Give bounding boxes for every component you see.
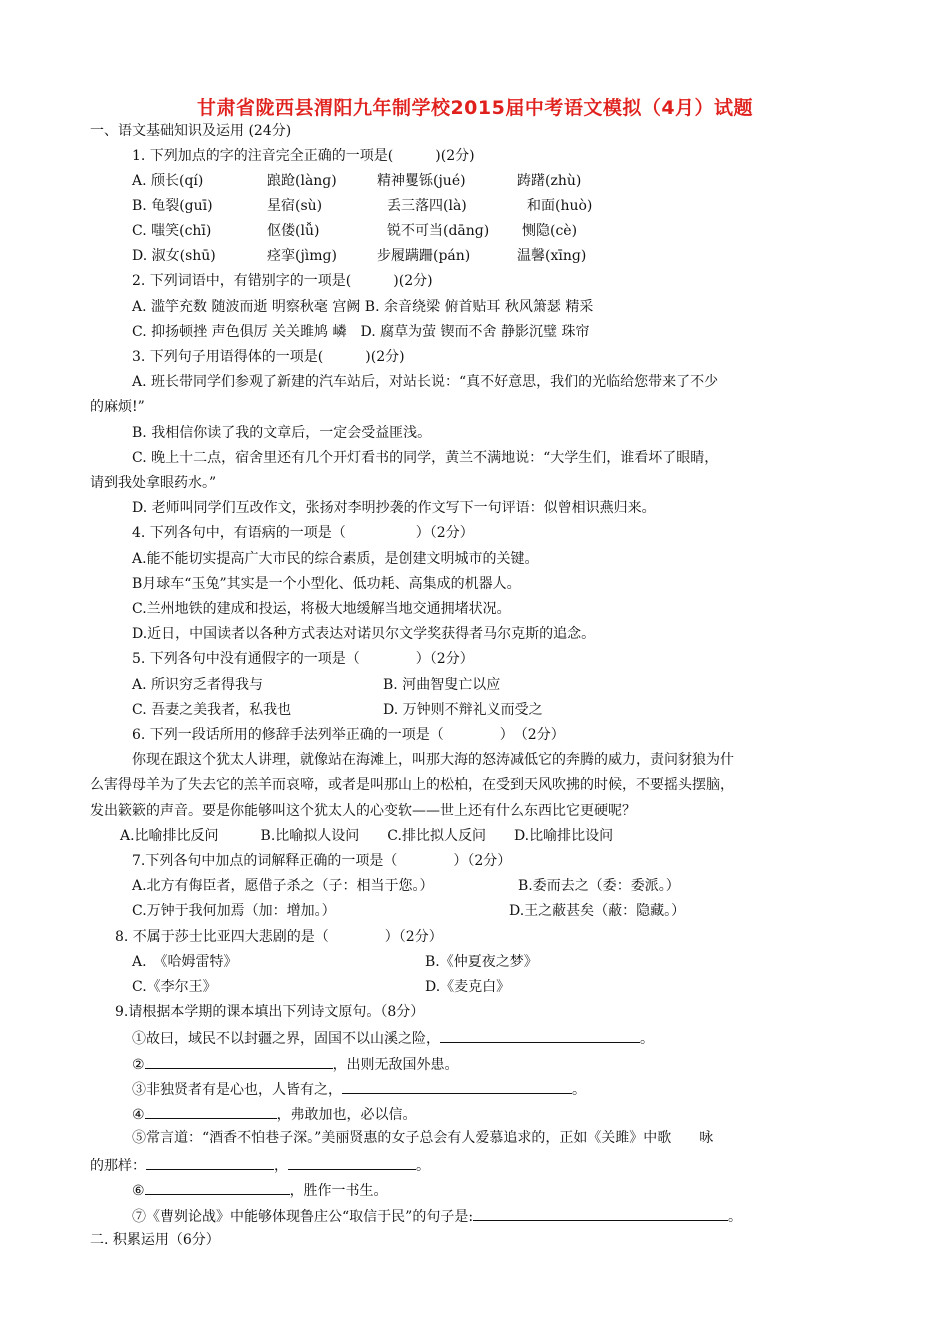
q8-option-b: B.《仲夏夜之梦》	[425, 954, 538, 970]
q9-item-2-num: ②	[132, 1057, 145, 1073]
q7-option-a: A.北方有侮臣者，愿借子杀之（子：相当于您。）	[132, 878, 434, 894]
q3-option-d: D. 老师叫同学们互改作文，张扬对李明抄袭的作文写下一句评语：似曾相识燕归来。	[132, 500, 656, 516]
q9-item-3-end: 。	[572, 1082, 586, 1098]
q9-item-4	[132, 1104, 417, 1124]
q9-item-6	[132, 1180, 388, 1200]
q1-b-3: 丢三落四(là)	[387, 198, 467, 214]
q5-stem: 5. 下列各句中没有通假字的一项是（ ）（2分）	[132, 651, 474, 667]
q8-stem: 8. 不属于莎士比亚四大悲剧的是（ ）（2分）	[115, 929, 443, 945]
q5-option-d: D. 万钟则不辩礼义而受之	[383, 702, 543, 718]
q9-item-3-text: ③非独贤者有是心也，人皆有之，	[132, 1082, 342, 1098]
page-title: 甘肃省陇西县渭阳九年制学校2015届中考语文模拟（4月）试题	[196, 97, 754, 119]
q3-option-b: B. 我相信你读了我的文章后，一定会受益匪浅。	[132, 425, 432, 441]
q1-a-2: 踉跄(lànɡ)	[267, 173, 337, 189]
q9-item-6-num: ⑥	[132, 1183, 145, 1199]
q9-item-6-text: ，胜作一书生。	[289, 1183, 388, 1199]
q9-item-5-end: 。	[416, 1158, 430, 1174]
q4-option-b: B月球车“玉兔”其实是一个小型化、低功耗、高集成的机器人。	[132, 576, 521, 592]
q2-options-cd: C. 抑扬顿挫 声色俱厉 关关雎鸠 嶙 D. 腐草为萤 锲而不舍 静影沉璧 珠帘	[132, 324, 590, 340]
q9-item-1-end: 。	[640, 1031, 654, 1047]
q9-item-4-blank[interactable]	[145, 1104, 277, 1119]
q1-a-3: 精神矍铄(jué)	[377, 173, 466, 189]
q9-item-6-blank[interactable]	[145, 1180, 290, 1195]
q3-option-a: A. 班长带同学们参观了新建的汽车站后，对站长说：“真不好意思，我们的光临给您带来了不少	[132, 374, 719, 390]
q3-option-a-cont: 的麻烦!”	[90, 399, 145, 415]
q9-item-4-num: ④	[132, 1107, 145, 1123]
q7-option-c: C.万钟于我何加焉（加：增加。）	[132, 903, 336, 919]
q9-item-3	[132, 1079, 586, 1099]
q9-item-5-blank-2[interactable]	[288, 1155, 416, 1170]
q5-option-a: A. 所识穷乏者得我与	[132, 677, 264, 693]
q9-item-7	[132, 1206, 742, 1226]
q8-option-a: A. 《哈姆雷特》	[132, 954, 238, 970]
q6-options: A.比喻排比反问 B.比喻拟人设问 C.排比拟人反问 D.比喻排比设问	[120, 828, 614, 844]
q9-item-1-blank[interactable]	[440, 1028, 640, 1043]
q9-stem: 9.请根据本学期的课本填出下列诗文原句。（8分）	[115, 1004, 425, 1020]
q7-stem: 7.下列各句中加点的词解释正确的一项是（ ）（2分）	[132, 853, 512, 869]
q4-stem: 4. 下列各句中，有语病的一项是（ ）（2分）	[132, 525, 474, 541]
q1-b-1: B. 龟裂(guī)	[132, 198, 213, 214]
q9-item-1-text: ①故曰，域民不以封疆之界，固国不以山溪之险，	[132, 1031, 440, 1047]
q1-b-4: 和面(huò)	[527, 198, 593, 214]
q1-stem: 1. 下列加点的字的注音完全正确的一项是( )(2分)	[132, 148, 475, 164]
q9-item-4-text: ，弗敢加也，必以信。	[276, 1107, 417, 1123]
q4-option-d: D.近日，中国读者以各种方式表达对诺贝尔文学奖获得者马尔克斯的追念。	[132, 626, 596, 642]
q1-a-1: A. 颀长(qí)	[132, 173, 204, 189]
q6-passage-line-2: 么害得母羊为了失去它的羔羊而哀啼，或者是叫那山上的松柏，在受到天风吹拂的时候，不要摇头摆脑，	[90, 777, 734, 793]
q3-option-c: C. 晚上十二点，宿舍里还有几个开灯看书的同学，黄兰不满地说：“大学生们，谁看坏了眼睛，	[132, 450, 719, 466]
q1-b-2: 星宿(sù)	[267, 198, 323, 214]
q1-c-2: 伛偻(lǚ)	[267, 223, 320, 239]
q5-option-b: B. 河曲智叟亡以应	[383, 677, 501, 693]
q9-item-5-cont	[90, 1155, 430, 1175]
q9-item-2-blank[interactable]	[145, 1054, 333, 1069]
q6-stem: 6. 下列一段话所用的修辞手法列举正确的一项是（ ） （2分）	[132, 727, 565, 743]
q1-d-4: 温馨(xīnɡ)	[517, 248, 587, 264]
q4-option-c: C.兰州地铁的建成和投运，将极大地缓解当地交通拥堵状况。	[132, 601, 511, 617]
q9-item-3-blank[interactable]	[342, 1079, 572, 1094]
q1-c-4: 恻隐(cè)	[522, 223, 578, 239]
q6-passage-line-1: 你现在跟这个犹太人讲理，就像站在海滩上，叫那大海的怒涛减低它的奔腾的威力，责问豺狼为什	[132, 752, 734, 768]
section-1-heading: 一、语文基础知识及运用 (24分)	[90, 123, 292, 139]
q9-item-2	[132, 1054, 459, 1074]
section-2-heading: 二. 积累运用（6分）	[90, 1232, 220, 1248]
q4-option-a: A.能不能切实提高广大市民的综合素质，是创建文明城市的关键。	[132, 551, 539, 567]
q8-option-c: C.《李尔王》	[132, 979, 217, 995]
q1-a-4: 踌躇(zhù)	[517, 173, 582, 189]
q7-option-d: D.王之蔽甚矣（蔽：隐藏。）	[509, 903, 686, 919]
q6-passage-line-3: 发出簌簌的声音。要是你能够叫这个犹太人的心变软——世上还有什么东西比它更硬呢？	[90, 803, 636, 819]
q7-option-b: B.委而去之（委：委派。）	[518, 878, 680, 894]
q2-options-ab: A. 滥竽充数 随波而逝 明察秋毫 宫阙 B. 余音绕梁 俯首贴耳 秋风箫瑟 精采	[132, 299, 594, 315]
q9-item-1	[132, 1028, 654, 1048]
q1-c-3: 锐不可当(dānɡ)	[387, 223, 490, 239]
q9-item-7-blank[interactable]	[473, 1206, 728, 1221]
q9-item-2-text: ，出则无敌国外患。	[332, 1057, 459, 1073]
q1-c-1: C. 嗤笑(chī)	[132, 223, 212, 239]
q9-item-5-lead: 的那样：	[90, 1158, 146, 1174]
q8-option-d: D.《麦克白》	[425, 979, 511, 995]
q9-item-5-blank-1[interactable]	[146, 1155, 274, 1170]
q3-stem: 3. 下列句子用语得体的一项是( )(2分)	[132, 349, 405, 365]
q9-item-5-comma: ，	[274, 1158, 288, 1174]
q3-option-c-cont: 请到我处拿眼药水。”	[90, 475, 217, 491]
q2-stem: 2. 下列词语中，有错别字的一项是( )(2分)	[132, 273, 433, 289]
q1-d-2: 痉挛(jìmɡ)	[267, 248, 337, 264]
q1-d-3: 步履蹒跚(pán)	[377, 248, 471, 264]
q9-item-7-end: 。	[728, 1209, 743, 1225]
q5-option-c: C. 吾妻之美我者，私我也	[132, 702, 292, 718]
q9-item-5: ⑤常言道：“酒香不怕巷子深。”美丽贤惠的女子总会有人爱慕追求的，正如《关雎》中歌 咏	[132, 1130, 714, 1146]
q1-d-1: D. 淑女(shū)	[132, 248, 216, 264]
q9-item-7-text: ⑦《曹刿论战》中能够体现鲁庄公“取信于民”的句子是:	[132, 1209, 474, 1225]
